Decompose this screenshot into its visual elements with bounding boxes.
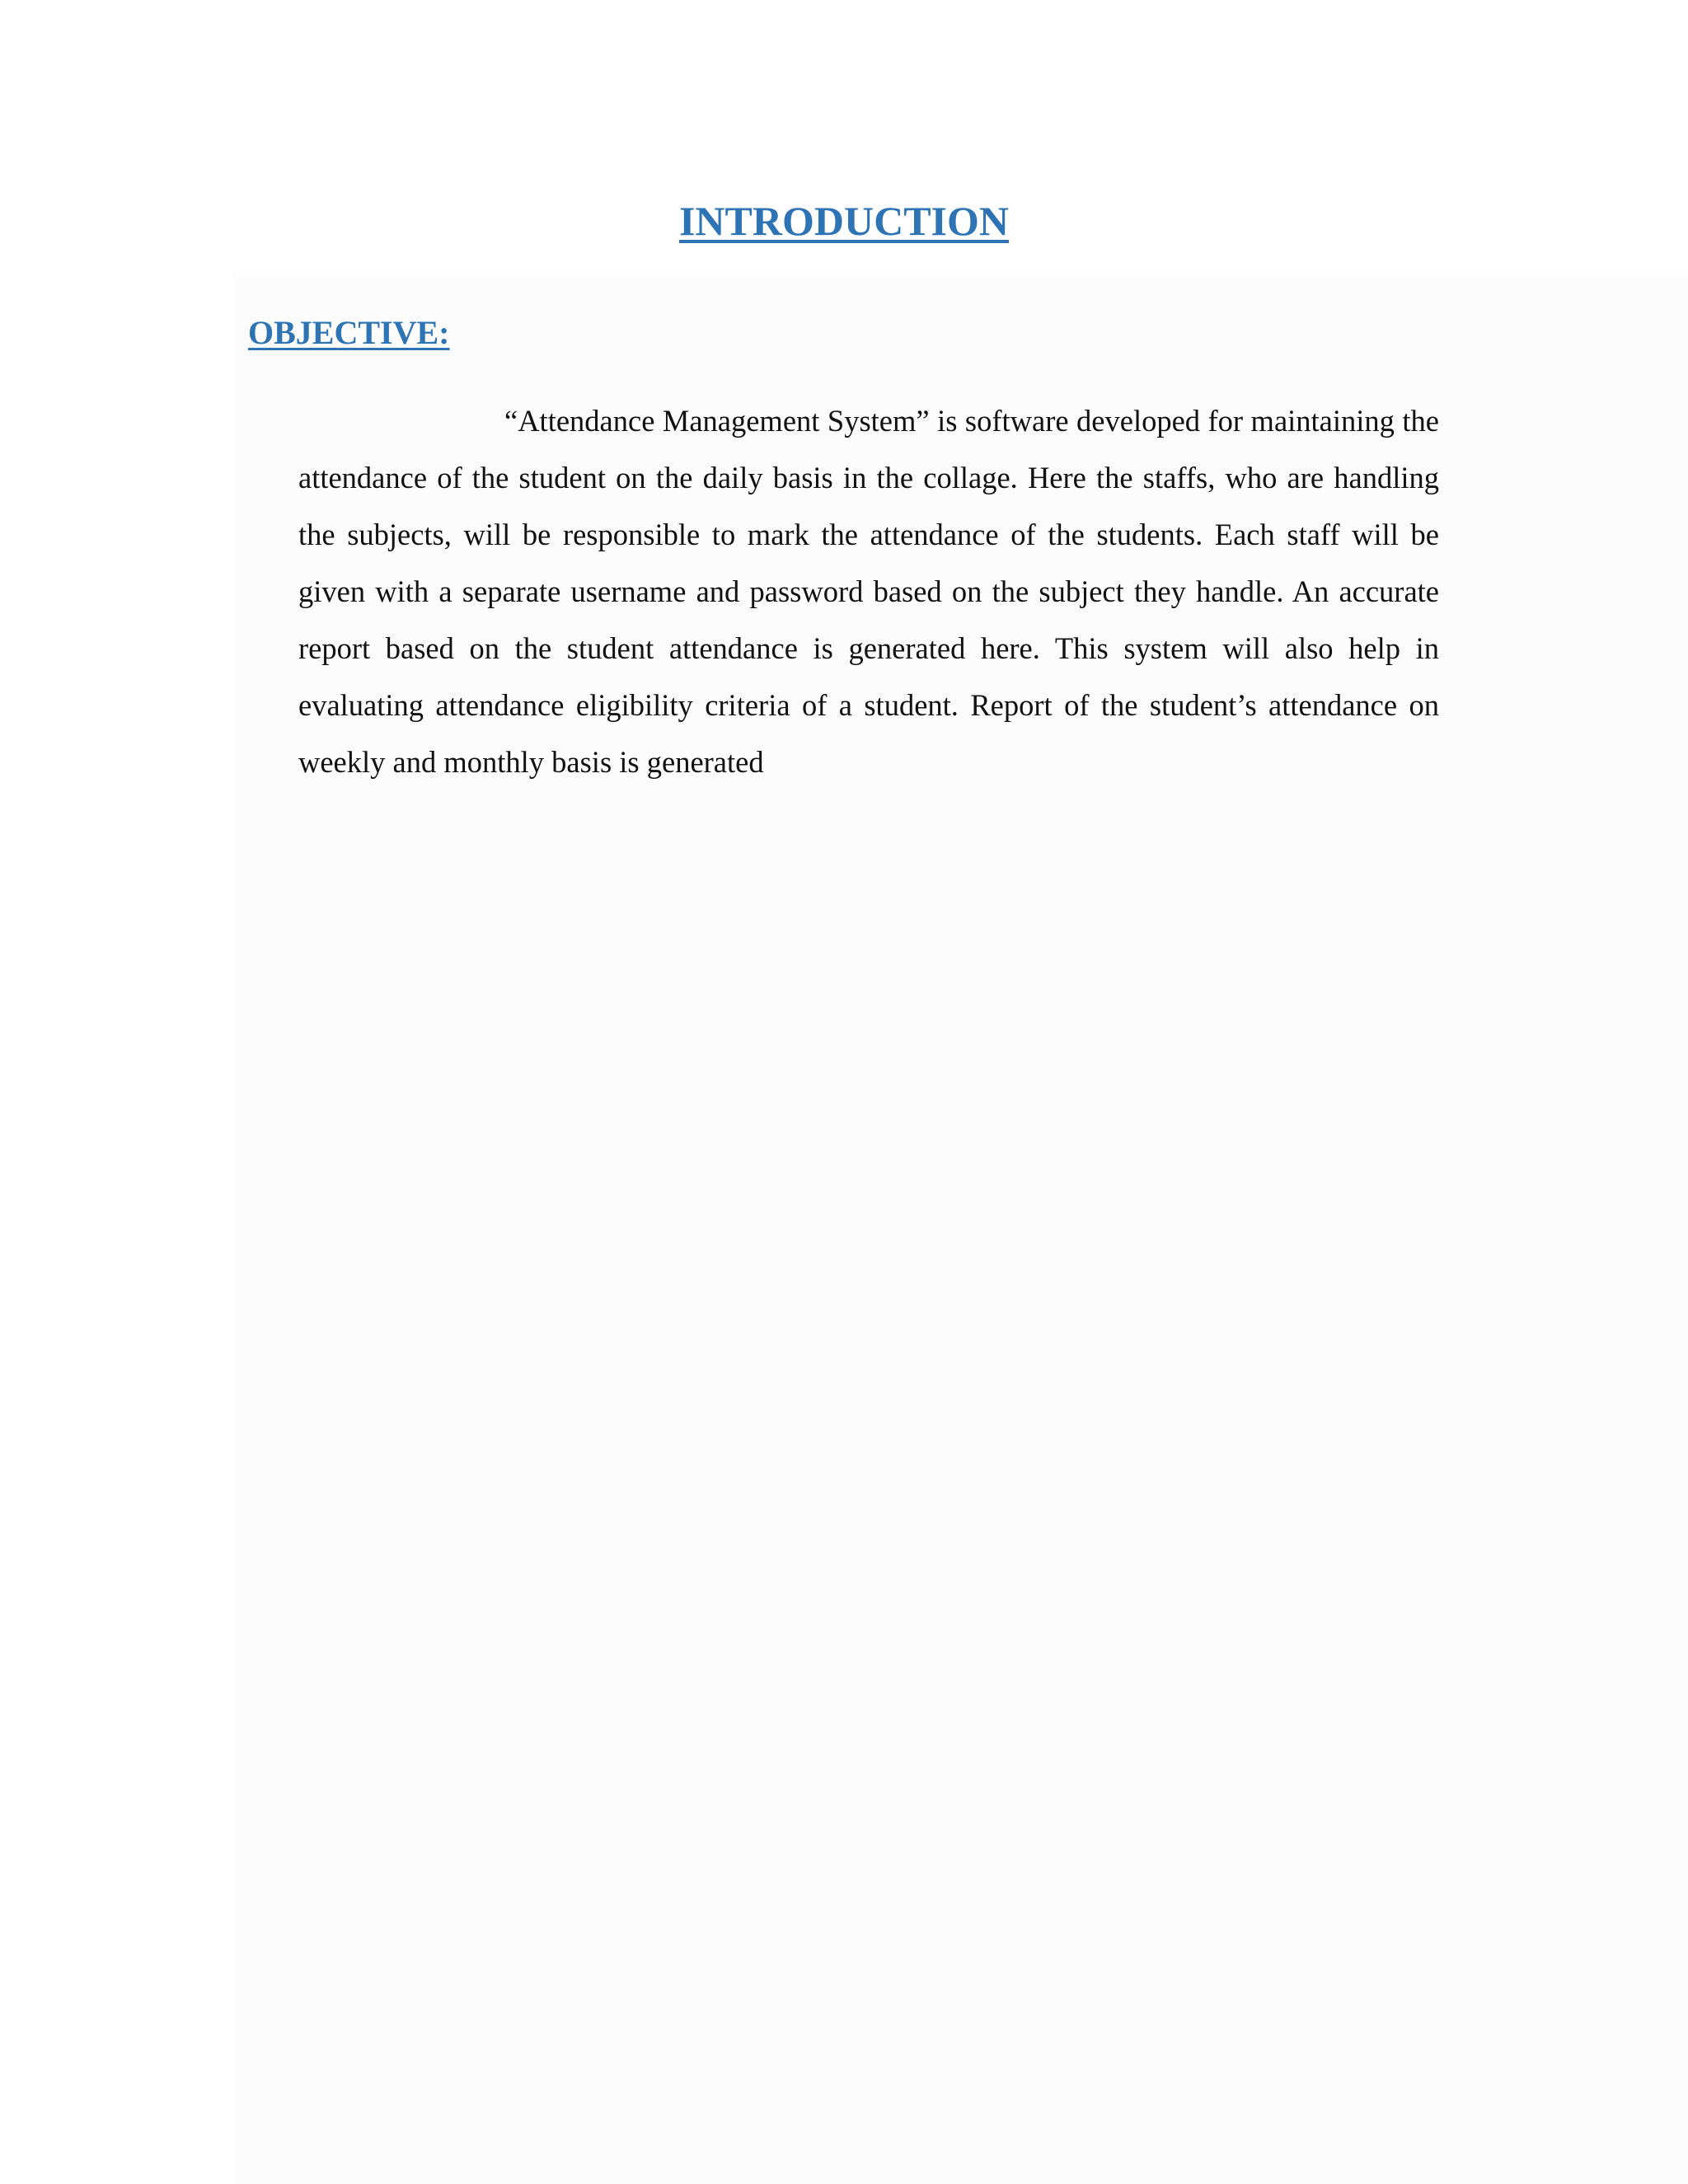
objective-paragraph: “Attendance Management System” is software developed for maintaining the attendance of the student on the daily basis in the collage. Here the staffs, who are handling the subjects, will be responsible to mark the attendance of the students. Each staff will be given with a separate username and password based on the subject they handle. An accurate report based on the student attendance is generated here. This system will also help in evaluating attendance eligibility criteria of a student. Report of the student’s attendance on weekly and monthly basis is generated <box>298 404 1439 779</box>
page-title: INTRODUCTION <box>678 198 1010 244</box>
section-heading: OBJECTIVE: <box>248 314 450 351</box>
